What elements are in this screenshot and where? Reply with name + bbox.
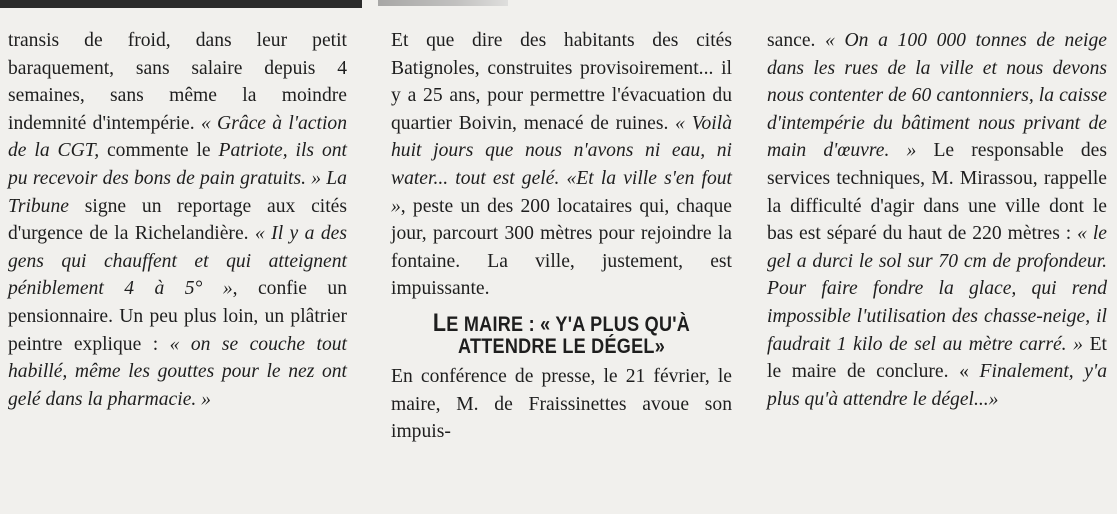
column-1-text	[8, 27, 347, 413]
body-text: sance.	[767, 30, 826, 51]
column-2	[391, 27, 732, 446]
column-3	[767, 27, 1107, 413]
column-1	[8, 27, 347, 413]
quote-text: « Voilà huit jours que nous n'avons ni eau, ni water... tout est gelé. «Et la ville s'en fout »	[391, 112, 732, 217]
column-2-text-after	[391, 363, 732, 446]
body-text: Et le maire de conclure. «	[767, 333, 1107, 383]
quote-text: « On a 100 000 tonnes de neige dans les rues de la ville et nous devons nous contenter de 60 cantonniers, la caisse d'intempérie du bâtiment nous privant de main d'œuvre. »	[767, 30, 1107, 162]
quote-text: « on se couche tout habillé, même les gouttes pour le nez ont gelé dans la pharmacie. »	[8, 333, 347, 410]
section-header-bar	[0, 0, 362, 8]
body-text: Et que dire des habitants des cités Batignoles, construites provisoirement... il y a 25 ans, pour permettre l'évacuation du quartier Boivin, menacé de ruines.	[391, 30, 732, 134]
cropped-header-strip	[378, 0, 508, 6]
quote-text: Patriote, ils ont pu recevoir des bons de pain gratuits. »	[8, 140, 347, 189]
column-2-text	[391, 27, 732, 303]
column-3-text	[767, 27, 1107, 413]
quote-text: « Il y a des gens qui chauffent et qui atteignent péniblement 4 à 5° »	[8, 223, 347, 300]
body-text: En conférence de presse, le 21 février, le maire, M. de Fraissinettes avoue son impuis-	[391, 365, 732, 443]
quote-text: La Tribune	[8, 167, 347, 217]
quote-text: « Grâce à l'action de la CGT,	[8, 112, 347, 162]
subheadline-line2: ATTENDRE LE DÉGEL»	[457, 334, 665, 358]
quote-text: « le gel a durci le sol sur 70 cm de profondeur. Pour faire fondre la glace, qui rend impossible l'utilisation des chasse-neige, il faudrait 1 kilo de sel au mètre carré. »	[767, 223, 1108, 355]
body-text: signe un reportage aux cités d'urgence de la Richelandière.	[8, 195, 347, 245]
subheadline-line1: E MAIRE : « Y'A PLUS QU'À	[446, 312, 691, 336]
body-text: commente le	[106, 140, 219, 162]
body-text: Le responsable des services techniques, M. Mirassou, rappelle la difficulté d'agir dans une ville dont le bas est séparé du haut de 220 mètres :	[767, 140, 1108, 245]
quote-text: Finalement, y'a plus qu'à attendre le dégel...»	[767, 361, 1107, 410]
body-text: , confie un pensionnaire. Un peu plus loin, un plâtrier peintre explique :	[8, 278, 347, 355]
body-text: , peste un des 200 locataires qui, chaque jour, parcourt 300 mètres pour rejoindre la fontaine. La ville, justement, est impuissante.	[391, 195, 732, 300]
body-text: transis de froid, dans leur petit baraquement, sans salaire depuis 4 semaines, sans même la moindre indemnité d'intempérie.	[8, 30, 347, 134]
subheadline	[415, 308, 708, 358]
subheadline-initial: L	[432, 308, 447, 337]
